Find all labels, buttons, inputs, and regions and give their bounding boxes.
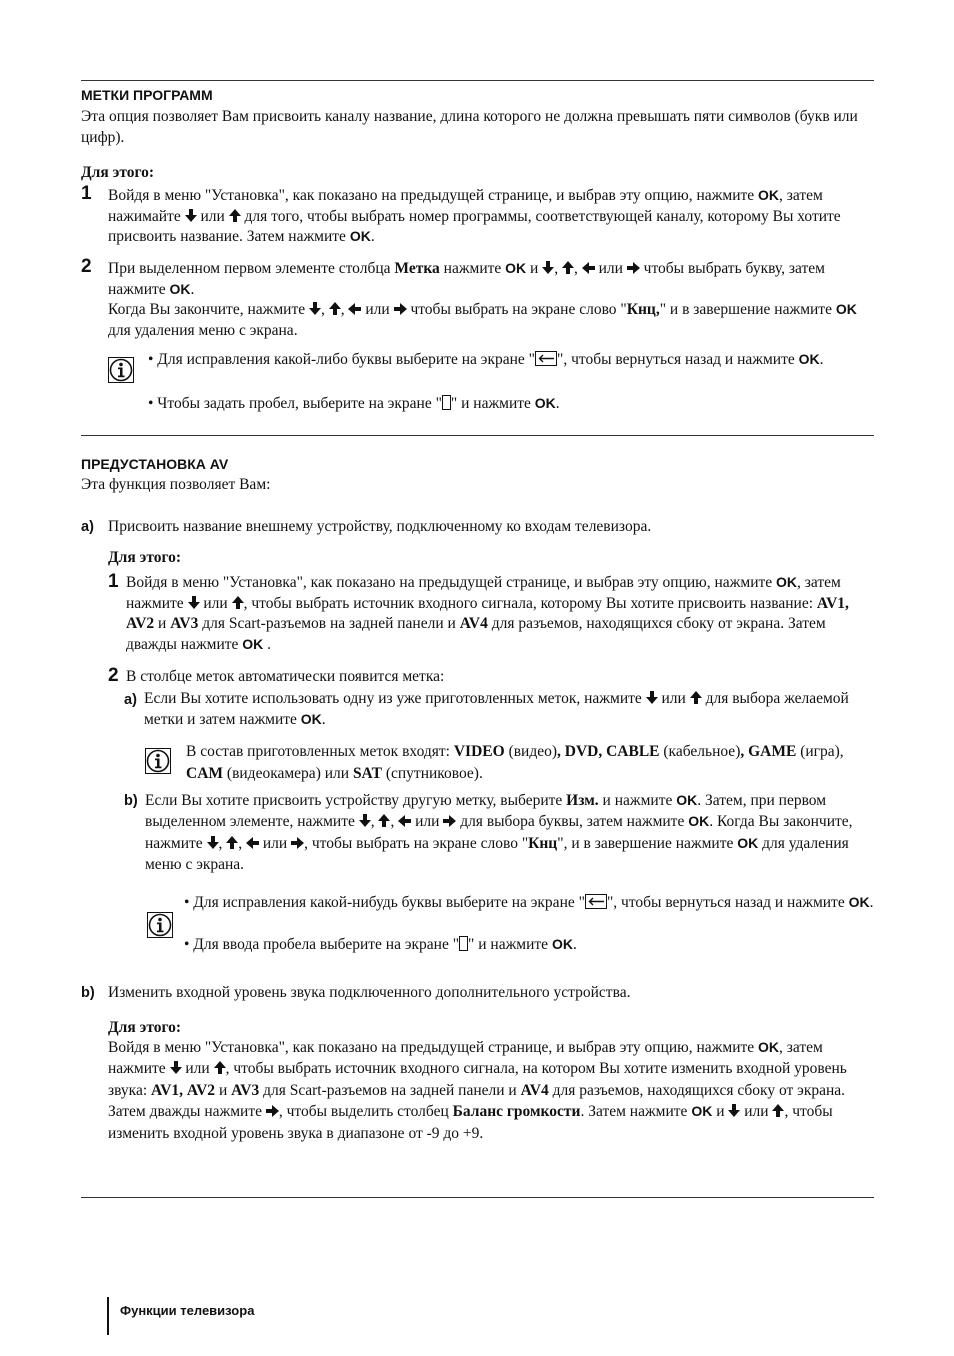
right-arrow-icon (394, 303, 407, 315)
section1-step1: Войдя в меню "Установка", как показано на предыдущей странице, и выбрав эту опцию, нажмите OK, затем нажимайте или для того, чтобы выбрать номер программы, соответствующей каналу, которому Вы хотите присвоить название. Затем нажмите OK. (108, 187, 841, 246)
space-key-icon (459, 936, 468, 951)
up-arrow-icon (562, 261, 574, 274)
step-number: 2 (108, 665, 119, 686)
section2-b-body: Войдя в меню "Установка", как показано на предыдущей странице, и выбрав эту опцию, нажмите OK, затем нажмите или , чтобы выбрать источник входного сигнала, на котором Вы хотите изменить входной уровень звука: AV1, AV2 и AV3 для Scart-разъемов на задней панели и AV4 для разъемов, находящихся сбоку от экрана. Затем дважды нажмите , чтобы выделить столбец Баланс громкости. Затем нажмите OK и или , чтобы изменить входной уровень звука в диапазоне от -9 до +9. (108, 1039, 847, 1142)
intro-text: Эта опция позволяет Вам присвоить каналу название, длина которого не должна превышать пяти символов (букв или цифр). (81, 108, 858, 146)
right-arrow-icon (627, 262, 640, 274)
up-arrow-icon (329, 302, 341, 315)
section-title-av-preset: ПРЕДУСТАНОВКА AV (81, 456, 229, 472)
ok-key: OK (691, 1103, 713, 1120)
down-arrow-icon (359, 814, 371, 827)
step-number: 1 (81, 183, 92, 204)
left-arrow-icon (348, 303, 361, 315)
back-key-icon (585, 894, 607, 909)
ok-key: OK (758, 1039, 780, 1055)
down-arrow-icon (542, 261, 554, 274)
section2-b-howto: Для этого: (108, 1019, 182, 1036)
section1-note2: • Чтобы задать пробел, выберите на экране " " и нажмите OK. (148, 395, 560, 412)
section1-step2: При выделенном первом элементе столбца Метка нажмите OK и , , или чтобы выбрать букву, затем нажмите OK. Когда Вы закончите, нажмите , , или чтобы выбрать на экране слово "Кнц," и в завершение нажмите OK для удаления меню с экрана. (108, 260, 857, 339)
up-arrow-icon (378, 814, 390, 827)
footer-title: Функции телевизора (120, 1303, 255, 1318)
section2-a-howto: Для этого: (108, 549, 182, 566)
section2-a-text: Присвоить название внешнему устройству, подключенному ко входам телевизора. (108, 518, 652, 535)
down-arrow-icon (185, 209, 197, 222)
section1-intro (81, 107, 874, 148)
up-arrow-icon (226, 836, 238, 849)
section2-a-step2-note2-line2: • Для ввода пробела выберите на экране " " и нажмите OK. (184, 936, 577, 953)
section2-b-text: Изменить входной уровень звука подключенного дополнительного устройства. (108, 984, 631, 1001)
ok-key: OK (676, 792, 698, 808)
up-arrow-icon (232, 596, 244, 609)
section2-a-step1: Войдя в меню "Установка", как показано на предыдущей странице, и выбрав эту опцию, нажмите OK, затем нажмите или , чтобы выбрать источник входного сигнала, которому Вы хотите присвоить название: AV1, AV2 и AV3 для Scart-разъемов на задней панели и AV4 для разъемов, находящихся сбоку от экрана. Затем дважды нажмите OK . (126, 574, 849, 653)
ok-key: OK (505, 260, 527, 276)
ok-key: OK (798, 351, 820, 367)
left-arrow-icon (582, 262, 595, 274)
ok-key: OK (848, 894, 870, 910)
back-key-icon (535, 351, 557, 366)
space-key-icon (442, 395, 451, 410)
right-arrow-icon (266, 1105, 279, 1117)
up-arrow-icon (214, 1061, 226, 1074)
item-label-b: b) (81, 985, 95, 1001)
left-arrow-icon (398, 815, 411, 827)
section2-intro: Эта функция позволяет Вам: (81, 476, 271, 493)
sub-label-b: b) (124, 793, 138, 809)
ok-key: OK (776, 574, 798, 590)
sub-label-a: a) (124, 692, 137, 708)
ok-key: OK (349, 228, 371, 245)
ok-key: OK (169, 280, 191, 297)
section1-howto (81, 163, 154, 184)
ok-key: OK (758, 187, 780, 203)
footer-bar (107, 1297, 109, 1335)
up-arrow-icon (772, 1104, 784, 1117)
ok-key: OK (688, 813, 710, 830)
ok-key: OK (300, 710, 322, 727)
bottom-rule (81, 1197, 874, 1198)
howto-label: Для этого: (81, 164, 155, 181)
item-label-a: a) (81, 519, 94, 535)
section2-a-step2-note: В состав приготовленных меток входят: VIDEO (видео), DVD, CABLE (кабельное), GAME (игра), CAM (видеокамера) или SAT (спутниковое). (186, 743, 844, 782)
down-arrow-icon (207, 836, 219, 849)
section2-a-step2-note2-line1: • Для исправления какой-нибудь буквы выберите на экране " ", чтобы вернуться назад и нажмите OK. (184, 894, 874, 911)
down-arrow-icon (188, 596, 200, 609)
down-arrow-icon (170, 1061, 182, 1074)
down-arrow-icon (728, 1104, 740, 1117)
step-number: 2 (81, 256, 92, 277)
info-icon (145, 748, 171, 774)
info-icon (147, 912, 173, 938)
right-arrow-icon (291, 837, 304, 849)
step-number: 1 (108, 571, 119, 592)
down-arrow-icon (646, 691, 658, 704)
up-arrow-icon (229, 209, 241, 222)
section2-a-step2-a: Если Вы хотите использовать одну из уже приготовленных меток, нажмите или для выбора желаемой метки и затем нажмите OK. (144, 690, 849, 728)
ok-key: OK (835, 301, 857, 318)
ok-key: OK (242, 635, 264, 652)
section2-a-step2: В столбце меток автоматически появится метка: (126, 668, 445, 685)
section2-a-step2-b: Если Вы хотите присвоить устройству другую метку, выберите Изм. и нажмите OK. Затем, при первом выделенном элементе, нажмите , , или для выбора буквы, затем нажмите OK. Когда Вы закончите, нажмите , , или , чтобы выбрать на экране слово "Кнц", и в завершение нажмите OK для удаления меню с экрана. (145, 792, 853, 874)
section-rule (81, 435, 874, 436)
section1-note1: • Для исправления какой-либо буквы выберите на экране " ", чтобы вернуться назад и нажмите OK. (148, 351, 824, 368)
left-arrow-icon (246, 837, 259, 849)
info-icon (108, 357, 134, 383)
section-title-program-labels: МЕТКИ ПРОГРАММ (81, 87, 213, 103)
up-arrow-icon (690, 691, 702, 704)
ok-key: OK (737, 834, 759, 851)
right-arrow-icon (443, 815, 456, 827)
top-rule (81, 80, 874, 81)
ok-key: OK (534, 395, 556, 411)
down-arrow-icon (309, 302, 321, 315)
ok-key: OK (551, 936, 573, 952)
